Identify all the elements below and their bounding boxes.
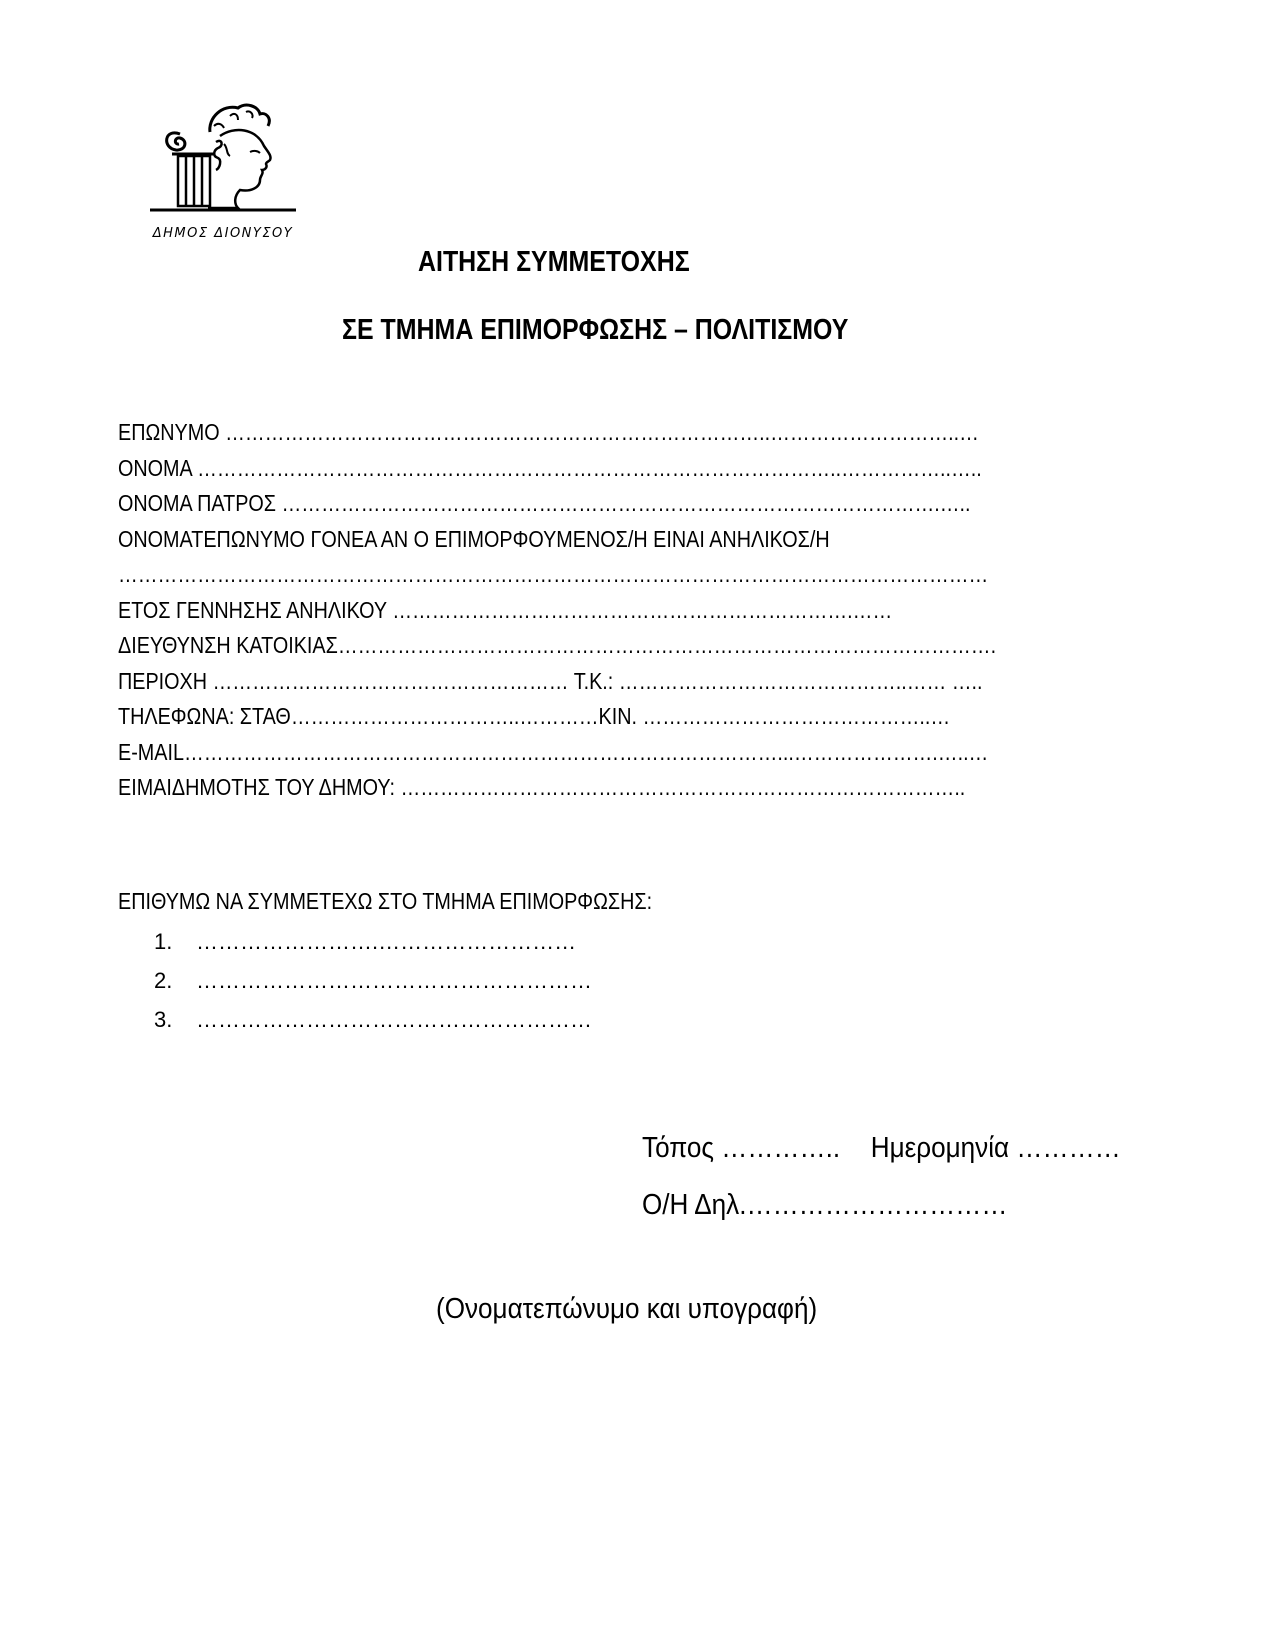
place-date-line [642,1120,1121,1177]
place-label: Τόπος [642,1132,714,1164]
choice-blank[interactable]: …………………….……………………… [196,929,577,954]
declarant-line [642,1177,1121,1234]
date-blank[interactable]: ………… [1016,1132,1121,1164]
course-choice[interactable] [154,961,592,1000]
guardian-name-field[interactable]: …………………………………………………………………………………………………………………… [118,561,989,587]
signature-caption: (Ονοματεπώνυμο και υπογραφή) [436,1293,818,1325]
choice-blank[interactable]: ……………………………………………… [196,968,592,993]
date-label: Ημερομηνία [870,1132,1010,1164]
address-field[interactable]: ΔΙΕΥΘΥΝΣΗ ΚΑΤΟΙΚΙΑΣ………………………………………………………………………………………. [118,632,997,658]
choice-number: 3. [154,1007,173,1032]
declarant-label: Ο/Η Δηλ. [642,1189,747,1221]
course-choices-list [154,922,592,1039]
area-postcode-field[interactable]: ΠΕΡΙΟΧΗ ……………………………………………… Τ.Κ.: ……………………………………..…… ….. [118,667,983,694]
declarant-blank[interactable]: ………………………… [746,1189,1008,1221]
surname-field[interactable]: ΕΠΩΝΥΜΟ ………………………………………………………………………..………………………..… [118,419,979,445]
minor-birth-year-field[interactable]: ΕΤΟΣ ΓΕΝΝΗΣΗΣ ΑΝΗΛΙΚΟΥ …………………………………………………………….…… [118,596,893,623]
form-title: ΑΙΤΗΣΗ ΣΥΜΜΕΤΟΧΗΣ [418,246,690,278]
phones-field[interactable]: ΤΗΛΕΦΩΝΑ: ΣΤΑΘ……………………………..…………ΚΙΝ. ……………………………………..… [118,703,951,729]
place-blank[interactable]: ………….. [721,1132,841,1164]
course-wish-label: ΕΠΙΘΥΜΩ ΝΑ ΣΥΜΜΕΤΕΧΩ ΣΤΟ ΤΜΗΜΑ ΕΠΙΜΟΡΦΩΣΗΣ: [118,888,653,914]
signature-block [642,1120,1121,1234]
email-field[interactable]: E-MAIL………………………………………………………………………………...………………….…..… [118,738,989,765]
course-choice[interactable] [154,922,592,961]
guardian-name-label: ΟΝΟΜΑΤΕΠΩΝΥΜΟ ΓΟΝΕΑ ΑΝ Ο ΕΠΙΜΟΡΦΟΥΜΕΝΟΣ/Η ΕΙΝΑΙ ΑΝΗΛΙΚΟΣ/Η [118,525,830,552]
father-name-field[interactable]: ΟΝΟΜΑ ΠΑΤΡΟΣ ……………………………………………………………………………………….….. [118,490,971,516]
choice-number: 2. [154,968,173,993]
applicant-fields [118,415,1178,806]
municipality-logo [138,96,308,258]
form-subtitle: ΣΕ ΤΜΗΜΑ ΕΠΙΜΟΡΦΩΣΗΣ – ΠΟΛΙΤΙΣΜΟΥ [342,314,849,346]
choice-number: 1. [154,929,173,954]
first-name-field[interactable]: ΟΝΟΜΑ ……………………………………………………………………………………..……………..….. [118,454,982,481]
logo-text: ΔΗΜΟΣ ΔΙΟΝΥΣΟΥ [152,226,294,241]
dionysus-head-icon [138,96,308,226]
choice-blank[interactable]: ……………………………………………… [196,1007,592,1032]
resident-field[interactable]: ΕΙΜΑΙΔΗΜΟΤΗΣ ΤΟΥ ΔΗΜΟΥ: ………………………………………………………………………….. [118,774,966,800]
course-choice[interactable] [154,1000,592,1039]
